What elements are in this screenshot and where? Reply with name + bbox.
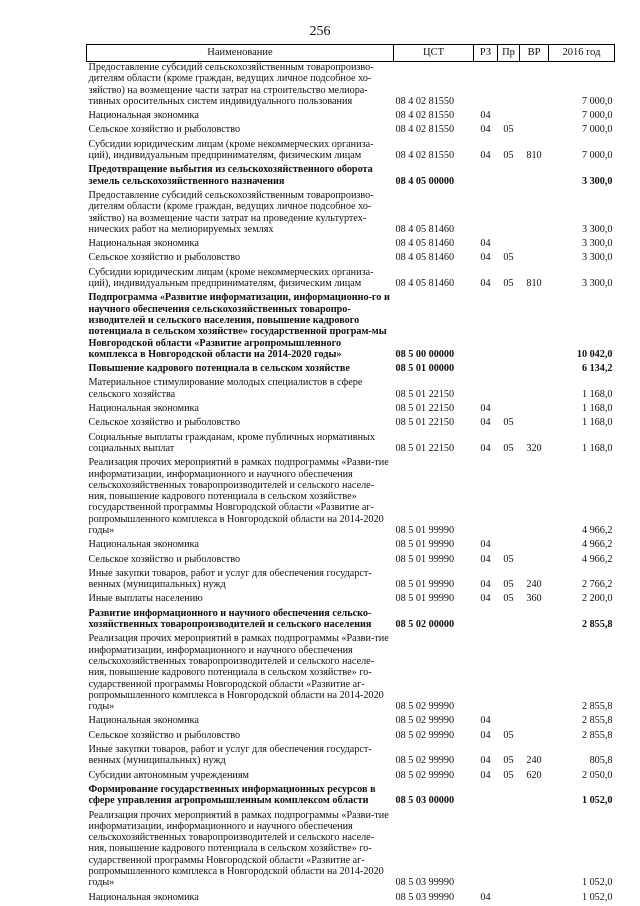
row-rz: 04 [480,403,491,415]
row-pr [498,715,520,726]
table-row [87,715,615,726]
table-row [87,784,615,807]
row-vr [520,403,549,414]
row-pr [498,190,520,235]
row-amount: 2 855,8 [581,729,613,741]
row-pr [498,457,520,536]
table-row [87,238,615,249]
table-row [87,608,615,631]
row-cst: 08 5 01 22150 [395,417,455,429]
row-name: Иные закупки товаров, работ и услуг для обеспечения государст-венных (муниципальных) нужд [88,567,372,591]
row-vr [520,292,549,360]
row-vr [520,238,549,249]
row-vr [520,715,549,726]
row-pr: 05 [503,579,514,591]
row-amount: 1 052,0 [581,795,613,807]
row-name: Сельское хозяйство и рыболовство [88,729,241,741]
row-name: Иные выплаты населению [88,593,203,605]
row-pr [498,539,520,550]
row-name: Национальная экономика [88,891,199,903]
row-name: Повышение кадрового потенциала в сельском хозяйстве [88,363,350,375]
table-row [87,164,615,187]
row-pr [498,892,520,903]
row-cst: 08 4 05 81460 [395,278,455,290]
row-vr [520,539,549,550]
row-rz [474,292,498,360]
row-name: Национальная экономика [88,403,199,415]
row-rz [474,164,498,187]
row-cst: 08 5 01 22150 [395,442,455,454]
row-vr [520,633,549,712]
row-cst: 08 5 02 99990 [395,769,455,781]
row-cst: 08 5 02 00000 [395,619,455,631]
table-row [87,539,615,550]
row-cst: 08 4 05 81460 [395,238,455,250]
row-cst: 08 5 01 22150 [395,388,455,400]
table-row [87,730,615,741]
row-pr: 05 [503,124,514,136]
table-row [87,292,615,360]
row-pr: 05 [503,593,514,605]
row-amount: 4 966,2 [581,553,613,565]
row-pr [498,238,520,249]
row-pr [498,363,520,374]
row-vr: 240 [526,755,542,767]
row-pr: 05 [503,553,514,565]
row-vr: 620 [526,769,542,781]
row-spacer [87,903,615,906]
row-name: Подпрограмма «Развитие информатизации, информационно-го и научного обеспечения сельскохозяйственных товаропро-изводителей и сельского населения, повышение кадрового потенциала в сельском хозяйстве» государственной програм-мы Новгородской области «Развитие агропромышленного комплекса в Новгородской области на 2014-2020 годы» [88,292,390,360]
row-name: Национальная экономика [88,238,199,250]
row-rz [474,457,498,536]
row-vr: 810 [526,150,542,162]
row-amount: 4 966,2 [581,539,613,551]
row-rz [474,608,498,631]
row-cst: 08 5 02 99990 [395,755,455,767]
row-amount: 3 300,0 [581,175,613,187]
table-row [87,457,615,536]
row-name: Предоставление субсидий сельскохозяйственным товаропроизво-дителям области (кроме граждан, ведущих личное подсобное хо-зяйство) на возмещение части затрат на проведение культуртех-нических работ на мелиорируемых землях [88,189,374,235]
row-rz: 04 [480,442,491,454]
row-amount: 7 000,0 [581,95,613,107]
row-rz: 04 [480,593,491,605]
row-amount: 10 042,0 [576,348,613,360]
row-pr [498,164,520,187]
row-name: Социальные выплаты гражданам, кроме публичных нормативных социальных выплат [88,431,375,454]
table-row [87,417,615,428]
row-rz: 04 [480,755,491,767]
header-pr: Пр [498,45,520,62]
row-pr [498,292,520,360]
row-rz: 04 [480,539,491,551]
table-row [87,124,615,135]
table-row [87,267,615,290]
row-amount: 7 000,0 [581,150,613,162]
row-name: Национальная экономика [88,715,199,727]
header-name: Наименование [87,45,394,62]
row-amount: 3 300,0 [581,252,613,264]
row-vr [520,110,549,121]
row-name: Формирование государственных информационных ресурсов в сфере управления агропромышленным комплексом области [88,783,376,807]
row-rz: 04 [480,729,491,741]
row-name: Реализация прочих мероприятий в рамках подпрограммы «Разви-тие информатизации, информационного и научного обеспечения сельскохозяйственных товаропроизводителей и сельского населе-ния, повышение кадрового потенциала в сельском хозяйстве» го-сударственной программы Новгородской области «Развитие аг-ропромышленного комплекса в Новгородской области на 2014-2020 годы» [88,809,389,889]
row-cst: 08 4 02 81550 [395,95,455,107]
row-rz: 04 [480,769,491,781]
row-vr: 320 [526,442,542,454]
table-row [87,744,615,767]
row-cst: 08 5 01 22150 [395,403,455,415]
row-rz [474,810,498,889]
row-cst: 08 5 00 00000 [395,348,455,360]
row-vr [520,164,549,187]
row-cst: 08 5 03 99990 [395,877,455,889]
row-amount: 3 300,0 [581,278,613,290]
row-amount: 2 855,8 [581,619,613,631]
row-name: Сельское хозяйство и рыболовство [88,124,241,136]
row-name: Субсидии юридическим лицам (кроме некоммерческих организа-ций), индивидуальным предпринимателям, физическим лицам [88,138,374,162]
row-vr [520,363,549,374]
row-amount: 2 050,0 [581,769,613,781]
table-row [87,403,615,414]
row-cst: 08 4 02 81550 [395,150,455,162]
row-rz [474,363,498,374]
row-cst: 08 5 02 99990 [395,729,455,741]
row-vr: 240 [526,579,542,591]
row-vr [520,554,549,565]
row-name: Сельское хозяйство и рыболовство [88,417,241,429]
row-rz: 04 [480,124,491,136]
row-rz: 04 [480,715,491,727]
table-row [87,810,615,889]
row-pr [498,62,520,108]
row-amount: 805,8 [589,755,613,767]
row-name: Сельское хозяйство и рыболовство [88,553,241,565]
row-vr [520,124,549,135]
row-amount: 7 000,0 [581,110,613,122]
row-pr [498,403,520,414]
row-pr [498,377,520,400]
row-name: Субсидии юридическим лицам (кроме некоммерческих организа-ций), индивидуальным предпринимателям, физическим лицам [88,266,374,290]
row-cst: 08 5 03 00000 [395,795,455,807]
row-name: Сельское хозяйство и рыболовство [88,252,241,264]
page-number: 256 [309,24,331,39]
row-vr [520,417,549,428]
row-cst: 08 4 05 00000 [395,175,455,187]
row-rz: 04 [480,252,491,264]
row-rz [474,633,498,712]
row-cst: 08 5 02 99990 [395,701,455,713]
row-spacer-cell [87,903,615,906]
header-cst: ЦСТ [394,45,474,62]
row-name: Развитие информационного и научного обеспечения сельско-хозяйственных товаропроизводителей и сельского населения [88,607,372,631]
row-vr: 810 [526,278,542,290]
row-vr [520,62,549,108]
row-rz: 04 [480,891,491,903]
row-cst: 08 5 01 99990 [395,579,455,591]
row-pr: 05 [503,252,514,264]
header-year: 2016 год [549,45,615,62]
row-pr [498,810,520,889]
table-header-row [87,45,615,62]
table-row [87,110,615,121]
header-vr: ВР [520,45,549,62]
row-vr [520,252,549,263]
row-amount: 4 966,2 [581,524,613,536]
row-name: Предотвращение выбытия из сельскохозяйственного оборота земель сельскохозяйственного назначения [88,164,373,187]
row-name: Национальная экономика [88,110,199,122]
row-rz [474,784,498,807]
table-row [87,554,615,565]
row-pr [498,784,520,807]
row-amount: 2 855,8 [581,701,613,713]
row-amount: 6 134,2 [581,363,613,375]
row-pr [498,110,520,121]
row-vr [520,377,549,400]
budget-table [86,44,615,906]
table-row [87,593,615,604]
row-pr: 05 [503,729,514,741]
row-pr: 05 [503,150,514,162]
row-pr: 05 [503,442,514,454]
row-cst: 08 5 01 99990 [395,539,455,551]
table-row [87,377,615,400]
row-vr [520,608,549,631]
row-cst: 08 5 03 99990 [395,891,455,903]
row-rz [474,377,498,400]
row-rz: 04 [480,150,491,162]
row-cst: 08 4 05 81460 [395,252,455,264]
row-rz [474,190,498,235]
row-vr [520,730,549,741]
row-cst: 08 4 02 81550 [395,110,455,122]
row-rz [474,62,498,108]
row-amount: 3 300,0 [581,238,613,250]
row-cst: 08 4 02 81550 [395,124,455,136]
row-amount: 1 168,0 [581,403,613,415]
row-name: Предоставление субсидий сельскохозяйственным товаропроизво-дителям области (кроме граждан, ведущих личное подсобное хо-зяйство) на возмещение части затрат на строительство мелиора-тивных оросительных систем индивидуального пользования [88,62,374,107]
row-name: Субсидии автономным учреждениям [88,769,249,781]
table-row [87,139,615,162]
row-pr: 05 [503,278,514,290]
row-rz: 04 [480,110,491,122]
table-row [87,190,615,235]
table-row [87,568,615,591]
row-vr [520,784,549,807]
table-row [87,432,615,455]
row-vr [520,457,549,536]
row-vr [520,810,549,889]
table-row [87,770,615,781]
row-cst: 08 5 01 99990 [395,553,455,565]
table-row [87,892,615,903]
header-rz: РЗ [474,45,498,62]
table-row [87,252,615,263]
row-pr: 05 [503,755,514,767]
table-row [87,62,615,108]
row-pr [498,608,520,631]
row-amount: 2 200,0 [581,593,613,605]
row-rz: 04 [480,278,491,290]
row-name: Иные закупки товаров, работ и услуг для обеспечения государст-венных (муниципальных) нужд [88,744,372,767]
row-cst: 08 5 01 99990 [395,524,455,536]
row-cst: 08 5 02 99990 [395,715,455,727]
row-amount: 2 766,2 [581,579,613,591]
row-amount: 3 300,0 [581,223,613,235]
row-amount: 1 168,0 [581,442,613,454]
row-name: Национальная экономика [88,539,199,551]
row-vr [520,892,549,903]
row-vr [520,190,549,235]
row-pr: 05 [503,769,514,781]
row-amount: 2 855,8 [581,715,613,727]
row-rz: 04 [480,417,491,429]
row-vr: 360 [526,593,542,605]
row-rz: 04 [480,238,491,250]
row-amount: 1 168,0 [581,417,613,429]
row-cst: 08 5 01 99990 [395,593,455,605]
row-amount: 1 052,0 [581,891,613,903]
row-name: Реализация прочих мероприятий в рамках подпрограммы «Разви-тие информатизации, информационного и научного обеспечения сельскохозяйственных товаропроизводителей и сельского населе-ния, повышение кадрового потенциала в сельском хозяйстве» государственной программы Новгородской области «Развитие аг-ропромышленного комплекса в Новгородской области на 2014-2020 годы» [88,457,389,536]
row-name: Реализация прочих мероприятий в рамках подпрограммы «Разви-тие информатизации, информационного и научного обеспечения сельскохозяйственных товаропроизводителей и сельского населе-ния, повышение кадрового потенциала в сельском хозяйстве» го-сударственной программы Новгородской области «Развитие аг-ропромышленного комплекса в Новгородской области на 2014-2020 годы» [88,633,389,713]
table-row [87,363,615,374]
row-rz: 04 [480,579,491,591]
row-pr [498,633,520,712]
row-cst: 08 5 01 00000 [395,363,455,375]
row-pr: 05 [503,417,514,429]
row-name: Материальное стимулирование молодых специалистов в сфере сельского хозяйства [88,377,363,400]
row-rz: 04 [480,553,491,565]
table-row [87,633,615,712]
row-amount: 1 052,0 [581,877,613,889]
row-amount: 1 168,0 [581,388,613,400]
row-cst: 08 4 05 81460 [395,223,455,235]
row-amount: 7 000,0 [581,124,613,136]
